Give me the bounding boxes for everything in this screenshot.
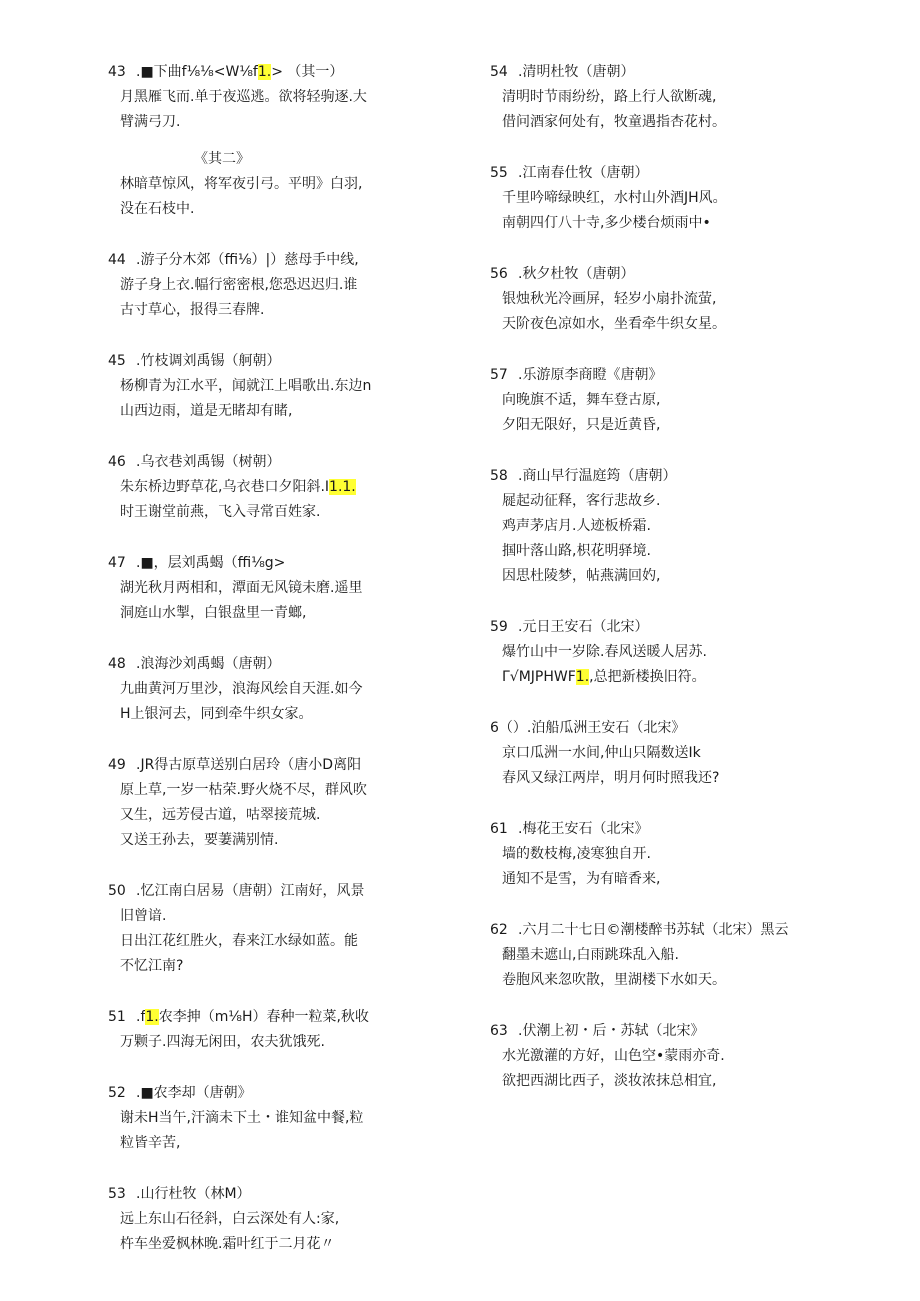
poem-line: 墙的数枝梅,凌寒独自开.	[502, 846, 651, 862]
poem-title-rest: > （其一）	[271, 64, 344, 80]
poem-number: 46	[108, 454, 126, 470]
highlight-mark: 1.	[575, 669, 590, 685]
poem-line: 旧曾谙.	[120, 908, 167, 924]
poem-56	[490, 262, 790, 337]
poem-line: 水光激灌的方好，山色空•蒙雨亦奇.	[502, 1048, 725, 1064]
poem-heading	[490, 363, 790, 388]
poem-55	[490, 161, 790, 236]
poem-heading	[108, 1005, 408, 1030]
poem-title: .梅花王安石（北宋》	[518, 821, 649, 837]
poem-title: .六月二十七日©潮楼醉书苏轼（北宋）黑云	[518, 922, 789, 938]
poem-heading	[490, 817, 790, 842]
poem-line: 游子身上衣.幅行密密根,您恐迟迟归.谁	[120, 277, 358, 293]
poem-58	[490, 464, 790, 589]
poem-heading	[108, 1081, 408, 1106]
highlight-mark: 1.1.	[329, 479, 356, 495]
poem-line: 千里吟啼绿映红，水村山外酒JH风。	[502, 190, 727, 206]
poem-number: 47	[108, 555, 126, 571]
poem-heading	[490, 918, 790, 943]
poem-line: 又送王孙去，要萋满别情.	[120, 832, 279, 848]
poem-line: 粒皆辛苦,	[120, 1135, 181, 1151]
poem-title: .伏潮上初・后・苏轼（北宋》	[518, 1023, 705, 1039]
poem-43	[108, 60, 408, 222]
poem-title: .浪海沙刘禹蝎（唐朝）	[136, 656, 281, 672]
poem-line: 南朝四仃八十寺,多少楼台烦雨中•	[502, 215, 711, 231]
poem-line: 谢未H当午,汗滴未下土・谁知盆中餐,粒	[120, 1110, 364, 1126]
poem-line: 向晚旗不适，舞车登古原,	[502, 392, 661, 408]
poem-line: 月黑雁飞而.单于夜巡逃。欲将轻驹逐.大	[120, 89, 367, 105]
poem-57	[490, 363, 790, 438]
poem-line: 银烛秋光冷画屏，轻岁小扇扑流萤,	[502, 291, 717, 307]
poem-line: 不忆江南?	[120, 958, 184, 974]
poem-heading	[108, 551, 408, 576]
poem-45	[108, 349, 408, 424]
poem-title: .乌衣巷刘禹锡（树朝）	[136, 454, 281, 470]
poem-number: 54	[490, 64, 508, 80]
poem-heading	[108, 652, 408, 677]
poem-50	[108, 879, 408, 979]
poem-number: 62	[490, 922, 508, 938]
poem-line: H上银河去，同到牵牛织女家。	[120, 706, 313, 722]
left-column	[108, 60, 408, 1283]
poem-51	[108, 1005, 408, 1055]
poem-heading	[490, 464, 790, 489]
poem-title: .乐游原李商瞪《唐朝》	[518, 367, 663, 383]
poem-line: 万颗子.四海无闲田，农夫犹饿死.	[120, 1034, 325, 1050]
poem-line: 远上东山石径斜，白云深处有人:家,	[120, 1211, 340, 1227]
poem-heading	[108, 1182, 408, 1207]
poem-62	[490, 918, 790, 993]
poem-line: 借问酒家何处有，牧童遇指杏花村。	[502, 114, 726, 130]
poem-heading	[108, 60, 408, 85]
poem-49	[108, 753, 408, 853]
poem-number: 63	[490, 1023, 508, 1039]
poem-heading	[490, 615, 790, 640]
poem-title: .江南春仕牧（唐朝）	[518, 165, 649, 181]
poem-title: .清明杜牧（唐朝）	[518, 64, 635, 80]
highlight-mark: 1.	[257, 64, 272, 80]
poem-61	[490, 817, 790, 892]
poem-line: 爆竹山中一岁除.春风送暖人居苏.	[502, 644, 707, 660]
poem-title: .竹枝调刘禹锡（舸朝）	[136, 353, 281, 369]
poem-title: .■下曲f⅛⅛<W⅛f	[136, 64, 258, 80]
poem-number: 56	[490, 266, 508, 282]
poem-line	[108, 475, 408, 500]
poem-47	[108, 551, 408, 626]
poem-title: .游子分木郊（ffi⅛）|）慈母手中线,	[136, 252, 359, 268]
poem-number: 49	[108, 757, 126, 773]
poem-line: 春风又绿江两岸，明月何时照我还?	[502, 770, 720, 786]
poem-number: 43	[108, 64, 126, 80]
poem-line: 夕阳无限好，只是近黄昏,	[502, 417, 661, 433]
poem-subtitle: 《其二》	[194, 151, 250, 167]
highlight-mark: 1.	[145, 1009, 159, 1025]
poem-line: 没在石枝中.	[120, 201, 195, 217]
poem-number: 50	[108, 883, 126, 899]
poem-line-rest: ,总把新楼换旧符。	[589, 669, 706, 685]
poem-line: 清明时节雨纷纷，路上行人欲断魂,	[502, 89, 717, 105]
poem-line: 九曲黄河万里沙，浪海风绘自天涯.如今	[120, 681, 363, 697]
poem-line: 杵车坐爱枫林晚.霜叶红于二月花〃	[120, 1236, 335, 1252]
poem-number: 55	[490, 165, 508, 181]
poem-line: 京口瓜洲一水间,仲山只隔数送Ik	[502, 745, 701, 761]
poem-heading	[108, 450, 408, 475]
poem-line: 掴叶落山路,枳花明驿境.	[502, 543, 651, 559]
poem-46	[108, 450, 408, 525]
poem-line: 日出江花红胜火，春来江水绿如蓝。能	[120, 933, 358, 949]
poem-line: 又生，远芳侵古道，咕翠接荒城.	[120, 807, 321, 823]
poem-number: 51	[108, 1009, 126, 1025]
poem-44	[108, 248, 408, 323]
poem-line: 欲把西湖比西子，淡妆浓抹总相宜,	[502, 1073, 717, 1089]
poem-line: 因思杜陵梦，帖燕满回妁,	[502, 568, 661, 584]
poem-line: 林暗草惊风，将军夜引弓。平明》白羽,	[120, 176, 363, 192]
poem-number: 53	[108, 1186, 126, 1202]
poem-59	[490, 615, 790, 690]
poem-line	[490, 665, 790, 690]
poem-line: 天阶夜色凉如水，坐看牵牛织女星。	[502, 316, 726, 332]
poem-heading	[108, 349, 408, 374]
poem-52	[108, 1081, 408, 1156]
poem-heading	[108, 753, 408, 778]
poem-title-rest: 农李抻（m⅛H）春种一粒菜,秋收	[158, 1009, 369, 1025]
poem-line: 古寸草心，报得三春牌.	[120, 302, 265, 318]
poem-number: 57	[490, 367, 508, 383]
poem-line: 鸡声茅店月.人迹板桥霜.	[502, 518, 651, 534]
poem-line-text: 朱东桥边野草花,乌衣巷口夕阳斜.I	[120, 479, 330, 495]
poem-48	[108, 652, 408, 727]
poem-54	[490, 60, 790, 135]
poem-heading	[490, 60, 790, 85]
poem-number: 59	[490, 619, 508, 635]
poem-line: 时王谢堂前燕，飞入寻常百姓家.	[120, 504, 321, 520]
poem-title: .山行杜牧（林M）	[136, 1186, 251, 1202]
poem-line: 山西边雨，道是无睹却有睹,	[120, 403, 293, 419]
poem-heading	[108, 248, 408, 273]
poem-line: 原上草,一岁一枯荣.野火烧不尽，群风吹	[120, 782, 367, 798]
poem-heading	[490, 1019, 790, 1044]
poem-number: 44	[108, 252, 126, 268]
poem-title: .f	[136, 1009, 146, 1025]
poem-line: 卷胞风来忽吹散，里湖楼下水如天。	[502, 972, 726, 988]
poem-heading	[490, 716, 790, 741]
poem-line: 通知不是雪，为有暗香来,	[502, 871, 661, 887]
poem-60	[490, 716, 790, 791]
poem-number: 45	[108, 353, 126, 369]
poem-title: .JR得古原草送别白居玲（唐小D离阳	[136, 757, 362, 773]
poem-63	[490, 1019, 790, 1094]
poem-line: 洞庭山水掣，白银盘里一青螂,	[120, 605, 307, 621]
poem-title: .■，层刘禹蝎（ffi⅛g>	[136, 555, 286, 571]
poem-heading	[108, 879, 408, 904]
right-column	[490, 60, 790, 1120]
poem-53	[108, 1182, 408, 1257]
poem-title: .元日王安石（北宋）	[518, 619, 649, 635]
poem-title: .秋夕杜牧（唐朝）	[518, 266, 635, 282]
poem-title: .泊船瓜洲王安石（北宋》	[526, 720, 686, 736]
poem-number: 58	[490, 468, 508, 484]
poem-number: 48	[108, 656, 126, 672]
poem-number: 6（）	[490, 720, 527, 736]
poem-title: .商山早行温庭筠（唐朝）	[518, 468, 677, 484]
poem-number: 61	[490, 821, 508, 837]
poem-line: 湖光秋月两相和，潭面无风镜未磨.遥里	[120, 580, 363, 596]
poem-line: 翻墨未遮山,白雨跳珠乱入船.	[502, 947, 679, 963]
poem-number: 52	[108, 1085, 126, 1101]
poem-line: 臂满弓刀.	[120, 114, 181, 130]
poem-line-text: Γ√MJPHWF	[502, 669, 576, 685]
poem-title: .忆江南白居易（唐朝）江南好，风景	[136, 883, 365, 899]
poem-heading	[490, 262, 790, 287]
poem-title: .■农李却（唐朝》	[136, 1085, 252, 1101]
poem-line: 杨柳青为江水平，闻就江上唱歌出.东边n	[120, 378, 372, 394]
poem-heading	[490, 161, 790, 186]
poem-line: 屣起动征释，客行悲故乡.	[502, 493, 661, 509]
